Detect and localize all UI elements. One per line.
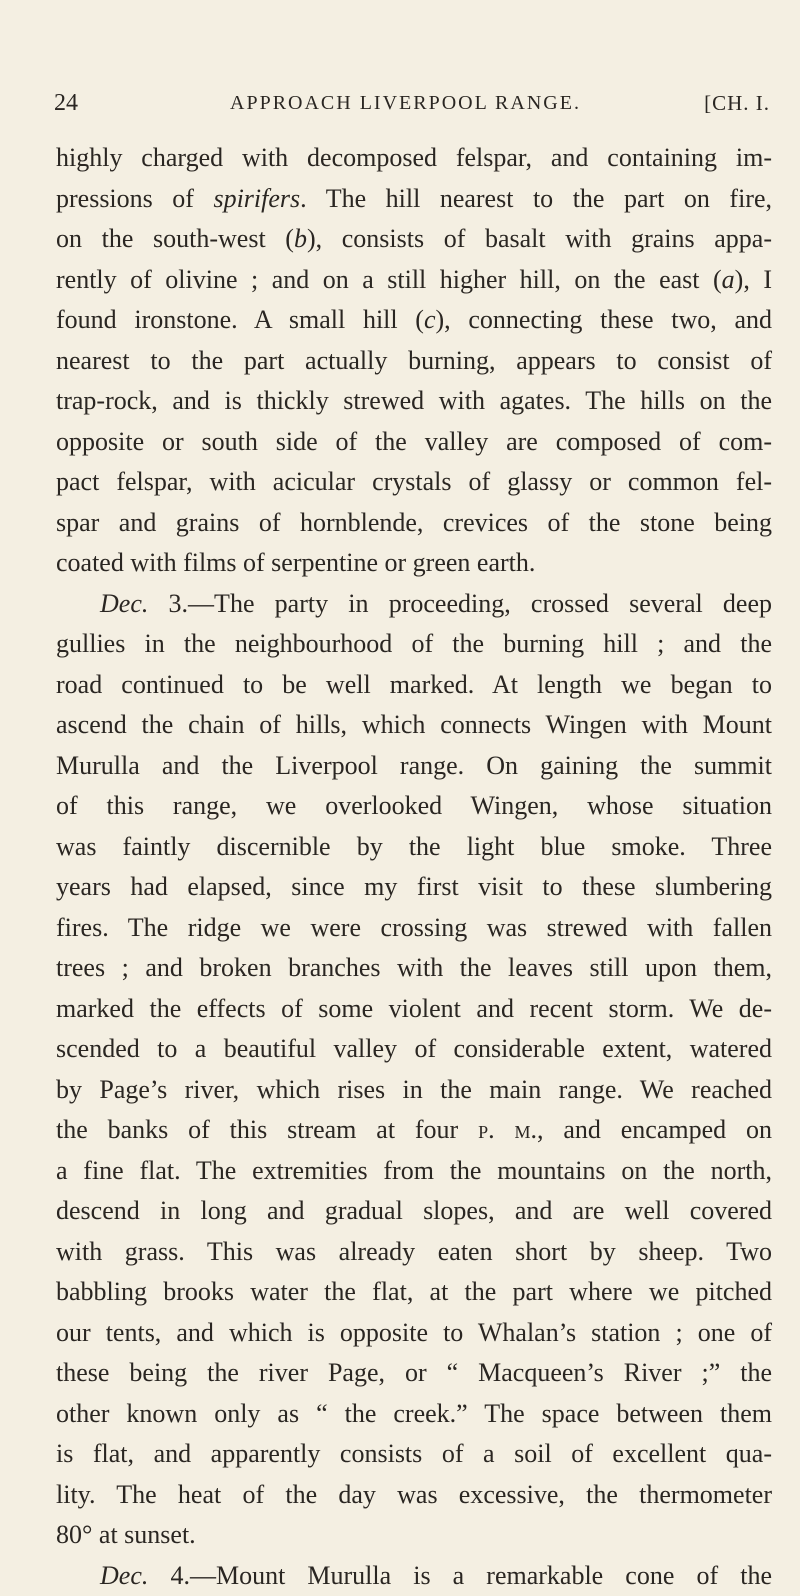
text-segment: spar and grains of hornblende, crevices of the stone being	[56, 508, 772, 537]
text-line	[56, 948, 772, 989]
text-segment: found ironstone. A small hill (	[56, 305, 424, 334]
text-line	[56, 422, 772, 463]
text-segment: with grass. This was already eaten short by sheep. Two	[56, 1237, 772, 1266]
text-segment: descend in long and gradual slopes, and are well covered	[56, 1196, 772, 1225]
text-segment: babbling brooks water the flat, at the part where we pitched	[56, 1277, 772, 1306]
text-line	[56, 381, 772, 422]
text-line	[56, 584, 772, 625]
text-line	[56, 503, 772, 544]
text-line	[56, 1110, 772, 1151]
text-segment: rently of olivine ; and on a still higher hill, on the east (	[56, 265, 722, 294]
text-line	[56, 867, 772, 908]
text-segment: lity. The heat of the day was excessive, the thermometer	[56, 1480, 772, 1509]
text-line	[56, 1070, 772, 1111]
text-segment: other known only as “ the creek.” The space between them	[56, 1399, 772, 1428]
text-segment: highly charged with decomposed felspar, and containing im-	[56, 143, 772, 172]
text-segment: fires. The ridge we were crossing was strewed with fallen	[56, 913, 772, 942]
text-segment: road continued to be well marked. At length we began to	[56, 670, 772, 699]
text-line	[56, 543, 772, 584]
text-segment: ), connecting these two, and	[436, 305, 772, 334]
body-text	[56, 138, 772, 1596]
text-segment: 4.—Mount Murulla is a remarkable cone of the	[148, 1561, 772, 1590]
text-segment: . The hill nearest to the part on fire,	[300, 184, 772, 213]
text-line	[56, 827, 772, 868]
text-segment: coated with films of serpentine or green earth.	[56, 548, 535, 577]
text-line	[56, 1353, 772, 1394]
text-line	[56, 624, 772, 665]
small-caps-text: p. m.	[478, 1115, 537, 1144]
text-segment: a fine flat. The extremities from the mountains on the north,	[56, 1156, 772, 1185]
text-segment: on the south-west (	[56, 224, 294, 253]
text-line	[56, 341, 772, 382]
text-segment: marked the effects of some violent and recent storm. We de-	[56, 994, 772, 1023]
text-line	[56, 138, 772, 179]
italic-text: spirifers	[213, 184, 300, 213]
text-segment: nearest to the part actually burning, appears to consist of	[56, 346, 772, 375]
text-segment: opposite or south side of the valley are composed of com-	[56, 427, 772, 456]
text-line	[56, 1313, 772, 1354]
text-segment: ascend the chain of hills, which connects Wingen with Mount	[56, 710, 772, 739]
chapter-reference: [CH. I.	[704, 88, 770, 118]
text-segment: 80° at sunset.	[56, 1520, 196, 1549]
running-head	[54, 88, 770, 118]
text-line	[56, 1434, 772, 1475]
text-segment: by Page’s river, which rises in the main range. We reached	[56, 1075, 772, 1104]
text-line	[56, 1151, 772, 1192]
text-segment: Murulla and the Liverpool range. On gaining the summit	[56, 751, 772, 780]
italic-text: c	[424, 305, 436, 334]
text-segment: gullies in the neighbourhood of the burning hill ; and the	[56, 629, 772, 658]
italic-text: Dec.	[100, 589, 148, 618]
text-segment: years had elapsed, since my first visit to these slumbering	[56, 872, 772, 901]
text-line	[56, 260, 772, 301]
text-segment: 3.—The party in proceeding, crossed several deep	[148, 589, 772, 618]
text-line	[56, 1029, 772, 1070]
italic-text: Dec.	[100, 1561, 148, 1590]
text-line	[56, 1556, 772, 1596]
text-segment: pressions of	[56, 184, 213, 213]
text-line	[56, 665, 772, 706]
text-line	[56, 746, 772, 787]
text-line	[56, 1232, 772, 1273]
text-line	[56, 908, 772, 949]
text-line	[56, 1272, 772, 1313]
text-line	[56, 219, 772, 260]
text-segment: ), I	[735, 265, 772, 294]
italic-text: a	[722, 265, 735, 294]
text-line	[56, 786, 772, 827]
text-line	[56, 1475, 772, 1516]
text-line	[56, 1515, 772, 1556]
text-segment: trees ; and broken branches with the leaves still upon them,	[56, 953, 772, 982]
text-segment: was faintly discernible by the light blue smoke. Three	[56, 832, 772, 861]
text-segment: pact felspar, with acicular crystals of glassy or common fel-	[56, 467, 772, 496]
text-line	[56, 462, 772, 503]
text-segment: the banks of this stream at four	[56, 1115, 478, 1144]
text-segment: ), consists of basalt with grains appa-	[307, 224, 772, 253]
text-line	[56, 989, 772, 1030]
text-line	[56, 300, 772, 341]
text-segment: is flat, and apparently consists of a soil of excellent qua-	[56, 1439, 772, 1468]
text-line	[56, 705, 772, 746]
text-line	[56, 1191, 772, 1232]
text-segment: our tents, and which is opposite to Whalan’s station ; one of	[56, 1318, 772, 1347]
running-title: APPROACH LIVERPOOL RANGE.	[230, 88, 581, 118]
text-segment: , and encamped on	[537, 1115, 772, 1144]
italic-text: b	[294, 224, 307, 253]
text-segment: scended to a beautiful valley of considerable extent, watered	[56, 1034, 772, 1063]
text-line	[56, 179, 772, 220]
text-segment: trap-rock, and is thickly strewed with agates. The hills on the	[56, 386, 772, 415]
page-number: 24	[54, 88, 78, 118]
text-segment: of this range, we overlooked Wingen, whose situation	[56, 791, 772, 820]
text-segment: these being the river Page, or “ Macqueen’s River ;” the	[56, 1358, 772, 1387]
text-line	[56, 1394, 772, 1435]
